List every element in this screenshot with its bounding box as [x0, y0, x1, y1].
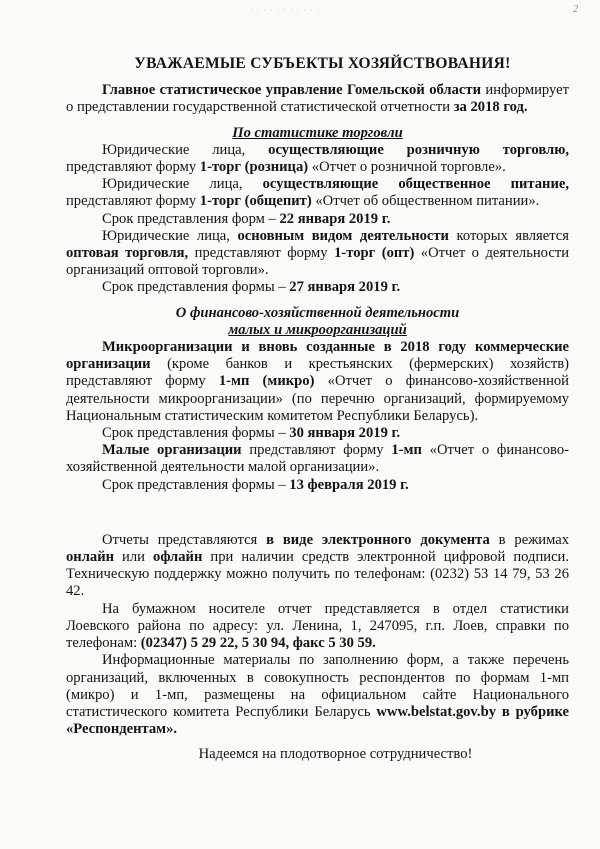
scan-mark: · · · · · · · · · · · [250, 6, 321, 15]
bold-text: Микроорганизации и вновь созданные в 2018 году коммерческие организации [66, 339, 569, 373]
website-link: www.belstat.gov.by в рубрике «Респондентам». [66, 703, 569, 738]
page-number: 2 [573, 4, 578, 15]
paper-submission-paragraph [66, 601, 569, 653]
bold-text: в виде электронного документа [266, 531, 490, 548]
deadline-date: 30 января 2019 г. [289, 425, 401, 442]
text: Отчеты представляются [102, 531, 267, 548]
text: представляют форму [188, 245, 335, 262]
text: «Отчет об общественном питании». [311, 193, 540, 210]
text: «Отчет о финансово-хозяйственной деятельности малой организации». [66, 442, 569, 476]
bold-text: офлайн [153, 549, 203, 566]
text: На бумажном носителе отчет представляется в отдел статистики Лоевского района по адресу: ул. Ленина, 1, 247095, г.п. Лоев, справки по телефонам: [66, 600, 569, 652]
page-title: УВАЖАЕМЫЕ СУБЪЕКТЫ ХОЗЯЙСТВОВАНИЯ! [134, 55, 511, 72]
text: представляют форму [66, 193, 200, 210]
text: Срок представления формы – [102, 425, 290, 442]
intro-text: информирует о представлении государственной статистической отчетности [66, 82, 569, 116]
form-code: 1-торг (опт) [334, 245, 415, 262]
submission-paragraph [66, 532, 569, 601]
finance-deadline-1 [66, 425, 569, 442]
intro-paragraph [66, 82, 569, 116]
text: Юридические лица, [102, 176, 263, 193]
text: (кроме банков и крестьянских (фермерских) хозяйств) представляют форму [66, 356, 569, 390]
bold-text: оптовая торговля, [66, 245, 189, 262]
text: «Отчет о деятельности организаций оптовой торговли». [66, 245, 570, 279]
form-code: 1-торг (розница) [199, 159, 309, 176]
deadline-date: 27 января 2019 г. [289, 279, 401, 296]
text: Информационные материалы по заполнению форм, а также перечень организаций, включенных в совокупность респондентов по формам 1-мп (микро) и 1-мп, размещены на официальном сайте Национального статистического комитета Республики Беларусь [66, 652, 569, 720]
text: Юридические лица, [102, 141, 269, 158]
trade-wholesale-paragraph [66, 228, 569, 280]
text: Срок представления формы – [102, 476, 290, 493]
trade-deadline-1 [66, 211, 569, 228]
text: представляют форму [66, 159, 200, 176]
document-body [66, 55, 569, 764]
section-heading-trade: По статистике торговли [232, 124, 403, 141]
intro-year: за 2018 год. [453, 99, 528, 116]
section-heading-finance-line1: О финансово-хозяйственной деятельности [175, 304, 460, 321]
form-code: 1-торг (общепит) [199, 193, 312, 210]
info-materials-paragraph [66, 652, 569, 738]
bold-text: основным видом деятельности [237, 227, 449, 244]
deadline-date: 22 января 2019 г. [279, 210, 391, 227]
bold-text: осуществляющие розничную торговлю, [268, 141, 570, 158]
trade-retail-paragraph [66, 142, 569, 176]
form-code: 1-мп [391, 442, 422, 459]
finance-deadline-2 [66, 477, 569, 494]
trade-catering-paragraph [66, 176, 569, 210]
form-code: 1-мп (микро) [218, 373, 315, 390]
text: которых является [448, 227, 569, 244]
text: Юридические лица, [102, 227, 238, 244]
text: Срок представления форм – [102, 210, 280, 227]
text: «Отчет о финансово-хозяйственной деятельности микроорганизации» (по перечню организаций, формируемому Национальным статистическим комитетом Республики Беларусь). [66, 373, 569, 424]
phone-numbers: (02347) 5 29 22, 5 30 94, факс 5 30 59. [140, 635, 376, 652]
text: представляют форму [241, 442, 392, 459]
section-heading-finance-line2: малых и микроорганизаций [228, 321, 407, 338]
finance-micro-paragraph [66, 339, 569, 425]
text: «Отчет о розничной торговле». [308, 159, 506, 176]
text: в режимах [489, 531, 570, 548]
bold-text: Малые организации [102, 442, 242, 459]
finance-small-paragraph [66, 442, 569, 476]
bold-text: осуществляющие общественное питание, [262, 176, 570, 193]
text: Срок представления формы – [102, 279, 290, 296]
text: или [114, 549, 154, 566]
trade-deadline-2 [66, 279, 569, 296]
deadline-date: 13 февраля 2019 г. [289, 476, 409, 493]
text: при наличии средств электронной цифровой подписи. Техническую поддержку можно получить по телефонам: (0232) 53 14 79, 53 26 42. [66, 549, 569, 600]
closing-line: Надеемся на плодотворное сотрудничество! [198, 746, 473, 763]
intro-org: Главное статистическое управление Гомельской области [102, 82, 481, 99]
bold-text: онлайн [66, 549, 115, 566]
